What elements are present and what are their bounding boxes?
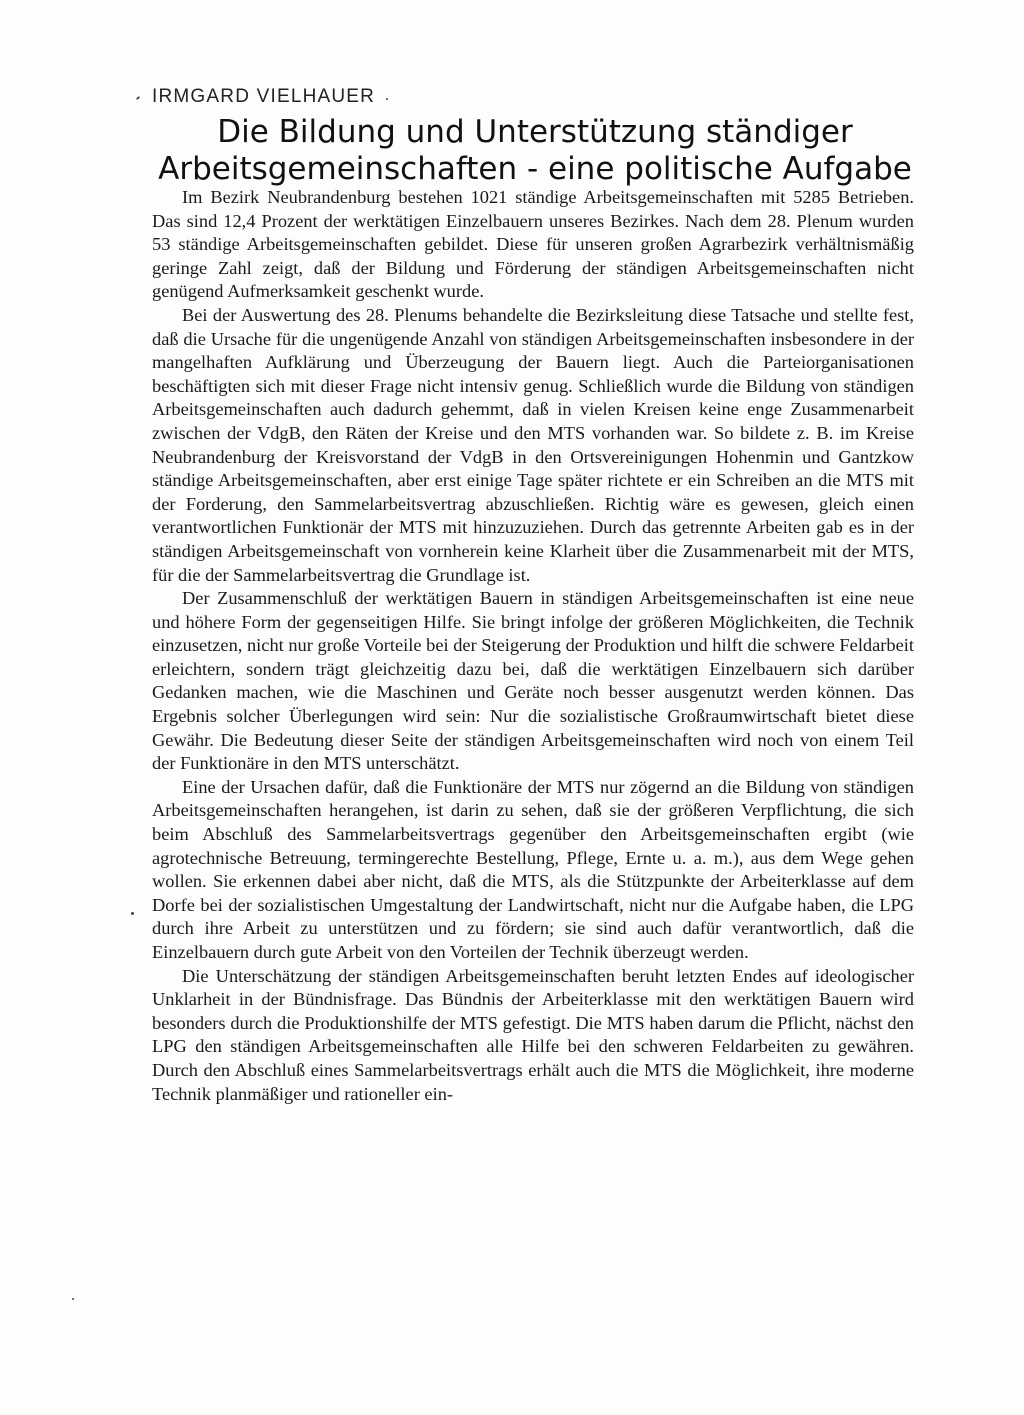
paragraph-1: Im Bezirk Neubrandenburg bestehen 1021 ständige Arbeitsgemeinschaften mit 5285 Betrieben. Das sind 12,4 Prozent der werktätigen Einzelbauern unseres Bezirkes. Nach dem 28. Plenum wurden 53 ständige Arbeitsgemeinschaften gebildet. Diese für unseren großen Agrarbezirk verhältnismäßig geringe Zahl zeigt, daß der Bildung und Förderung der ständigen Arbeitsgemeinschaften nicht genügend Aufmerksamkeit geschenkt wurde. — [152, 187, 914, 302]
article-title — [150, 114, 920, 188]
paragraph-4: Eine der Ursachen dafür, daß die Funktionäre der MTS nur zögernd an die Bildung von ständigen Arbeitsgemeinschaften herangehen, ist darin zu sehen, daß sie der größeren Verpflichtung, die sich beim Abschluß des Sammelarbeitsvertrags gegenüber den Arbeitsgemeinschaften ergibt (wie agrotechnische Betreuung, termingerechte Bestellung, Pflege, Ernte u. a. m.), aus dem Wege gehen wollen. Sie erkennen dabei aber nicht, daß die MTS, als die Stützpunkte der Arbeiterklasse auf dem Dorfe bei der sozialistischen Umgestaltung der Landwirtschaft, nicht nur die Aufgabe haben, die LPG durch ihre Arbeit zu unterstützen und zu fördern; sie sind auch dafür verantwortlich, daß die Einzelbauern durch gute Arbeit von den Vorteilen der Technik überzeugt werden. — [152, 776, 914, 962]
paragraph-2: Bei der Auswertung des 28. Plenums behandelte die Bezirksleitung diese Tatsache und stellte fest, daß die Ursache für die ungenügende Anzahl von ständigen Arbeitsgemeinschaften insbesondere in der mangelhaften Aufklärung und Überzeugung der Bauern liegt. Auch die Parteiorganisationen beschäftigten sich mit dieser Frage nicht intensiv genug. Schließlich wurde die Bildung von ständigen Arbeitsgemeinschaften auch dadurch gehemmt, daß in vielen Kreisen keine enge Zusammenarbeit zwischen der VdgB, den Räten der Kreise und den MTS vorhanden war. So bildete z. B. im Kreise Neubrandenburg der Kreisvorstand der VdgB in den Ortsvereinigungen Hohenmin und Gantzkow ständige Arbeitsgemeinschaften, aber erst einige Tage später richtete er ein Schreiben an die MTS mit der Forderung, den Sammelarbeitsvertrag abzuschließen. Richtig wäre es gewesen, gleich einen verantwortlichen Funktionär der MTS mit hinzuzuziehen. Durch das getrennte Arbeiten gab es in der ständigen Arbeitsgemeinschaft von vornherein keine Klarheit über die Zusammenarbeit mit der MTS, für die der Sammelarbeitsvertrag die Grundlage ist. — [152, 304, 914, 585]
scan-speck — [136, 96, 140, 100]
paragraph-5: Die Unterschätzung der ständigen Arbeitsgemeinschaften beruht letzten Endes auf ideologischer Unklarheit in der Bündnisfrage. Das Bündnis der Arbeiterklasse mit den werktätigen Bauern wird besonders durch die Produktionshilfe der MTS gefestigt. Die MTS haben darum die Pflicht, nächst den LPG den ständigen Arbeitsgemeinschaften alle Hilfe bei den schweren Feldarbeiten zu gewähren. Durch den Abschluß eines Sammelarbeitsvertrags erhält auch die MTS die Möglichkeit, ihre moderne Technik planmäßiger und rationeller ein- — [152, 965, 914, 1104]
title-line-1: Die Bildung und Unterstützung ständiger — [217, 114, 853, 150]
paragraph-3: Der Zusammenschluß der werktätigen Bauern in ständigen Arbeitsgemeinschaften ist eine neue und höhere Form der gegenseitigen Hilfe. Sie bringt infolge der größeren Möglichkeiten, die Technik einzusetzen, nicht nur große Vorteile bei der Steigerung der Produktion und hilft die schwere Feldarbeit erleichtern, sondern trägt gleichzeitig dazu bei, daß die werktätigen Einzelbauern sich darüber Gedanken machen, wie die Maschinen und Geräte noch besser ausgenutzt werden können. Das Ergebnis solcher Überlegungen wird sein: Nur die sozialistische Großraumwirtschaft bietet diese Gewähr. Die Bedeutung dieser Seite der ständigen Arbeitsgemeinschaften wird noch von einem Teil der Funktionäre in den MTS unterschätzt. — [152, 588, 914, 774]
title-line-2: Arbeitsgemeinschaften - eine politische Aufgabe — [158, 151, 912, 187]
scan-speck — [386, 98, 388, 100]
scan-speck — [131, 912, 134, 915]
scan-speck — [72, 1298, 74, 1300]
article-body — [152, 186, 914, 1106]
author-name: IRMGARD VIELHAUER — [152, 86, 376, 107]
